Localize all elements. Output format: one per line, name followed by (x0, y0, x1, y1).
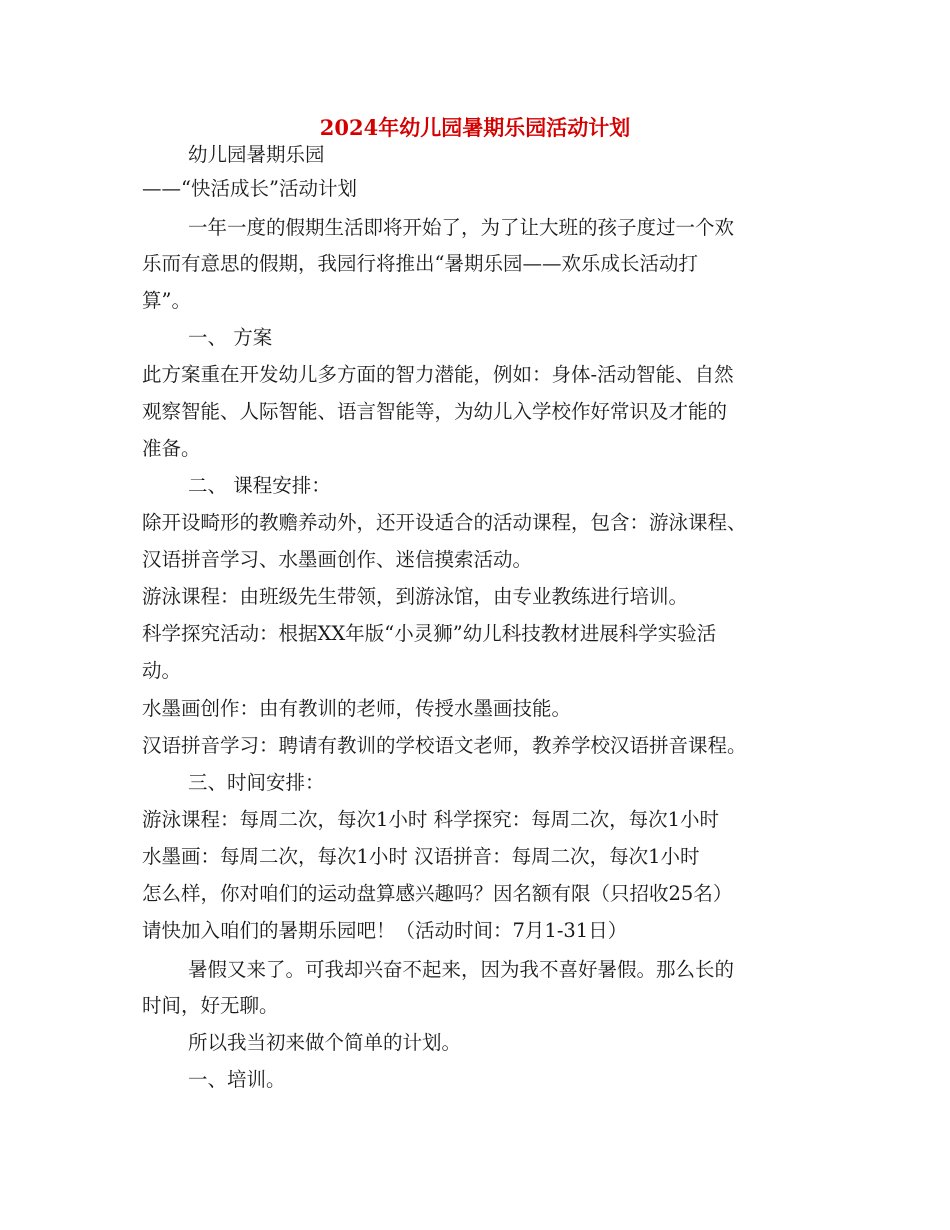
paragraph-line: 时间，好无聊。 (142, 994, 279, 1017)
section-heading: 一、 方案 (188, 326, 273, 349)
paragraph-line: 所以我当初来做个简单的计划。 (188, 1031, 462, 1054)
section-heading: 二、 课程安排： (188, 474, 331, 497)
document-title: 2024年幼儿园暑期乐园活动计划 (319, 115, 631, 140)
paragraph-line: 怎么样，你对咱们的运动盘算感兴趣吗？因名额有限（只招收25名） (142, 882, 733, 905)
paragraph-line: 水墨画创作：由有教训的老师，传授水墨画技能。 (142, 697, 572, 720)
section-heading: 三、时间安排： (188, 771, 325, 794)
paragraph-line: 算”。 (142, 289, 191, 312)
paragraph-line: 一年一度的假期生活即将开始了，为了让大班的孩子度过一个欢 (188, 216, 735, 239)
subtitle-line: ——“快活成长”活动计划 (142, 177, 357, 200)
schedule-line: 水墨画：每周二次，每次1小时 汉语拼音：每周二次，每次1小时 (142, 845, 700, 868)
paragraph-line: 汉语拼音学习：聘请有教训的学校语文老师，教养学校汉语拼音课程。 (142, 734, 747, 757)
paragraph-line: 除开设畸形的教赡养动外，还开设适合的活动课程，包含：游泳课程、 (142, 511, 747, 534)
subtitle-line: 幼儿园暑期乐园 (188, 143, 325, 166)
paragraph-line: 动。 (142, 659, 182, 682)
schedule-line: 游泳课程：每周二次，每次1小时 科学探究：每周二次，每次1小时 (142, 808, 720, 831)
paragraph-line: 此方案重在开发幼儿多方面的智力潜能，例如：身体-活动智能、自然 (142, 363, 734, 386)
paragraph-line: 观察智能、人际智能、语言智能等，为幼儿入学校作好常识及才能的 (142, 400, 728, 423)
paragraph-line: 游泳课程：由班级先生带领，到游泳馆，由专业教练进行培训。 (142, 585, 689, 608)
paragraph-line: 汉语拼音学习、水墨画创作、迷信摸索活动。 (142, 548, 533, 571)
paragraph-line: 请快加入咱们的暑期乐园吧！（活动时间：7月1-31日） (142, 919, 628, 942)
paragraph-line: 科学探究活动：根据XX年版“小灵狮”幼儿科技教材进展科学实验活 (142, 622, 717, 645)
section-heading: 一、培训。 (188, 1068, 286, 1091)
paragraph-line: 暑假又来了。可我却兴奋不起来，因为我不喜好暑假。那么长的 (188, 958, 735, 981)
paragraph-line: 准备。 (142, 437, 201, 460)
paragraph-line: 乐而有意思的假期，我园行将推出“暑期乐园——欢乐成长活动打 (142, 252, 698, 275)
